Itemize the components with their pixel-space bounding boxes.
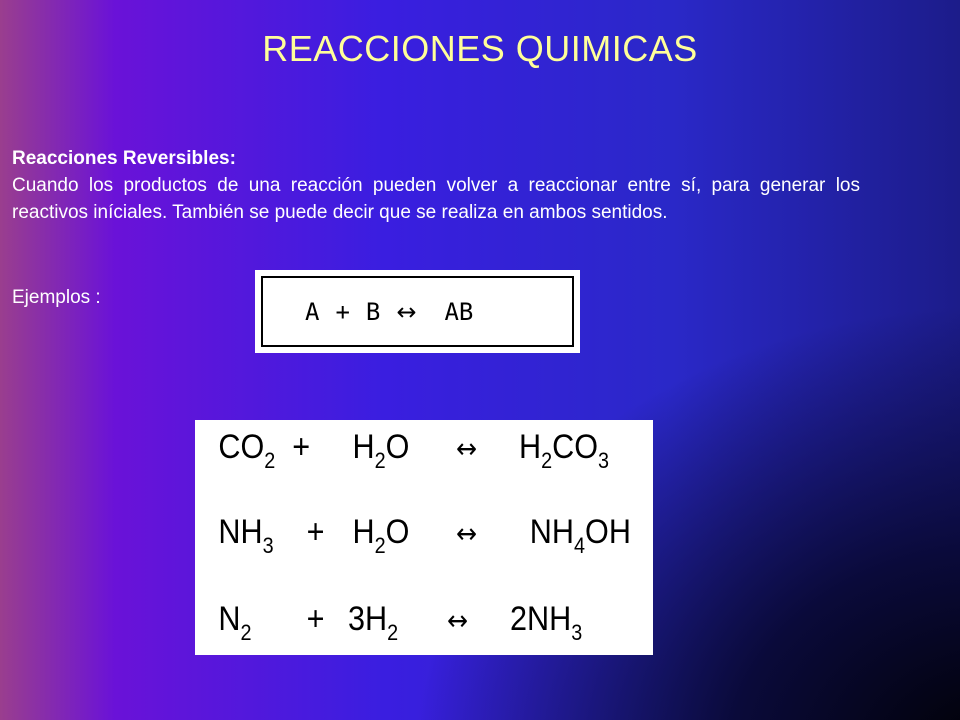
content-block	[12, 145, 860, 226]
reactant-1: $CO_2$	[218, 428, 276, 473]
section-paragraph: Cuando los productos de una reacción pueden volver a reaccionar entre sí, para generar los reactivos iníciales. También se puede decir que se realiza en ambos sentidos.	[12, 175, 860, 223]
general-equation-image	[255, 270, 580, 353]
section-heading: Reacciones Reversibles:	[12, 148, 236, 169]
plus-sign: +	[292, 428, 311, 466]
reactant-1: $NH_3$	[218, 513, 274, 558]
double-arrow-icon: ↔	[456, 432, 478, 465]
reactant-1: $N_2$	[218, 600, 252, 645]
slide-title: REACCIONES QUIMICAS	[262, 28, 698, 69]
reactant-a: A	[305, 297, 320, 326]
reactant-b: B	[365, 297, 381, 326]
reactant-2: $3H_2$	[348, 600, 399, 645]
equation-row	[195, 428, 610, 473]
product: $H_2CO_3$	[519, 428, 610, 473]
plus-sign: +	[306, 600, 325, 638]
equation-row	[195, 600, 607, 645]
general-equation	[261, 276, 574, 347]
product-ab: AB	[444, 297, 474, 326]
double-arrow-icon: ↔	[456, 517, 478, 550]
examples-equations-image	[195, 420, 653, 655]
product: $NH_4OH$	[529, 513, 631, 558]
plus-sign: +	[306, 513, 325, 551]
product: $2NH_3$	[510, 600, 583, 645]
examples-label: Ejemplos :	[12, 287, 101, 308]
plus-sign: +	[335, 297, 350, 326]
reactant-2: $H_2O$	[352, 428, 410, 473]
double-arrow-icon: ↔	[396, 297, 417, 326]
double-arrow-icon: ↔	[447, 604, 469, 637]
equation-row	[195, 513, 631, 558]
reactant-2: $H_2O$	[352, 513, 410, 558]
